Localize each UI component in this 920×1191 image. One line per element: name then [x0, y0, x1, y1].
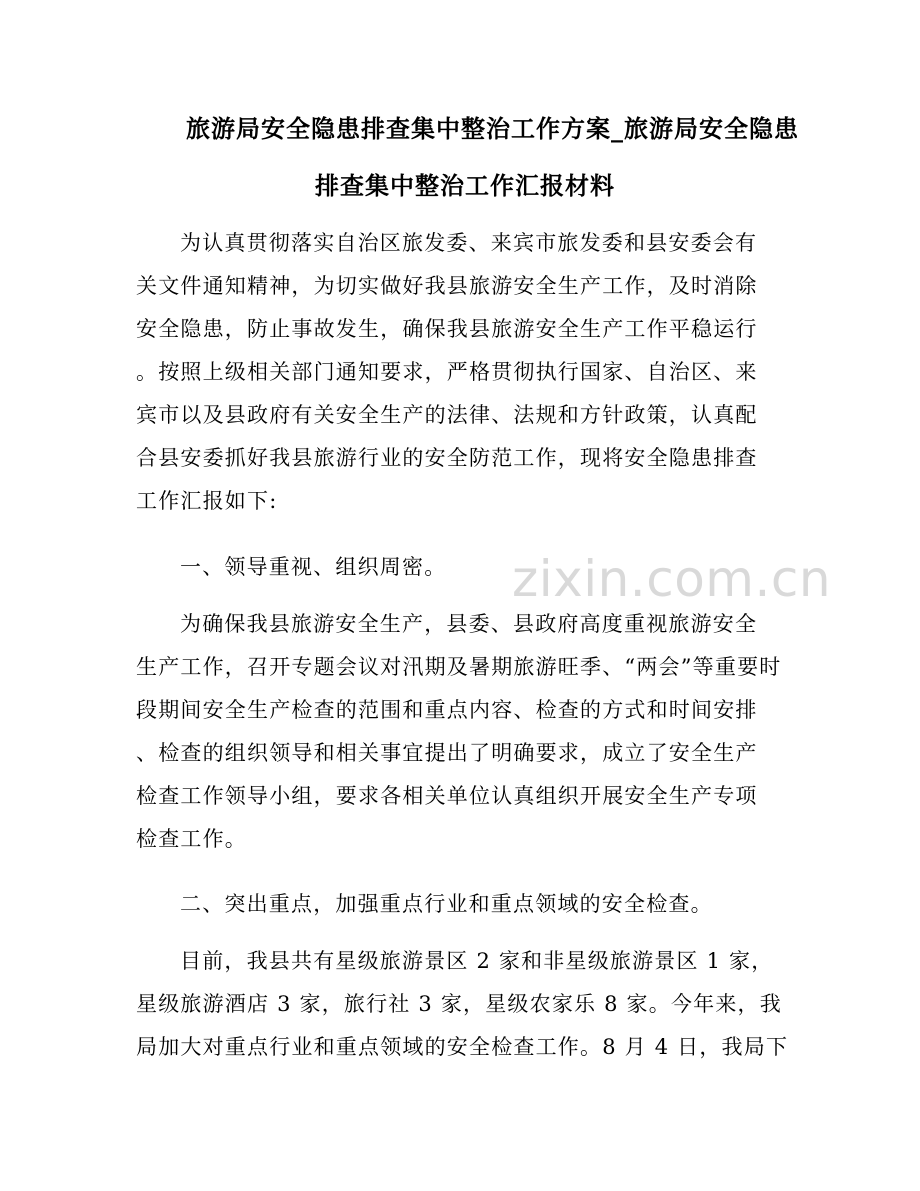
paragraph-3-line-3: 局加大对重点行业和重点领域的安全检查工作。8 月 4 日，我局下	[136, 1035, 789, 1059]
paragraph-2-line-1: 为确保我县旅游安全生产，县委、县政府高度重视旅游安全	[180, 612, 758, 636]
paragraph-1-line-1: 为认真贯彻落实自治区旅发委、来宾市旅发委和县安委会有	[180, 231, 758, 255]
section-heading-2: 二、突出重点，加强重点行业和重点领域的安全检查。	[180, 892, 713, 916]
paragraph-2-line-2: 生产工作，召开专题会议对汛期及暑期旅游旺季、“两会”等重要时	[136, 655, 782, 679]
paragraph-1-line-2: 关文件通知精神，为切实做好我县旅游安全生产工作，及时消除	[136, 274, 758, 298]
paragraph-1-line-4: 。按照上级相关部门通知要求，严格贯彻执行国家、自治区、来	[136, 360, 758, 384]
watermark: zixin.com.cn	[512, 550, 832, 608]
paragraph-1-line-6: 合县安委抓好我县旅游行业的安全防范工作，现将安全隐患排查	[136, 446, 758, 470]
paragraph-3-line-2: 星级旅游酒店 3 家，旅行社 3 家，星级农家乐 8 家。今年来，我	[136, 992, 782, 1016]
section-heading-1: 一、领导重视、组织周密。	[180, 555, 447, 579]
paragraph-2-line-4: 、检查的组织领导和相关事宜提出了明确要求，成立了安全生产	[136, 741, 758, 765]
paragraph-3-line-1: 目前，我县共有星级旅游景区 2 家和非星级旅游景区 1 家，	[180, 949, 774, 973]
paragraph-1-line-7: 工作汇报如下:	[136, 489, 278, 513]
paragraph-2-line-3: 段期间安全生产检查的范围和重点内容、检查的方式和时间安排	[136, 698, 758, 722]
paragraph-1-line-3: 安全隐患，防止事故发生，确保我县旅游安全生产工作平稳运行	[136, 317, 758, 341]
document-title-line-1: 旅游局安全隐患排查集中整治工作方案_旅游局安全隐患	[186, 115, 799, 143]
paragraph-1-line-5: 宾市以及县政府有关安全生产的法律、法规和方针政策，认真配	[136, 403, 758, 427]
document-title-line-2: 排查集中整治工作汇报材料	[315, 172, 615, 200]
paragraph-2-line-6: 检查工作。	[136, 827, 247, 851]
paragraph-2-line-5: 检查工作领导小组，要求各相关单位认真组织开展安全生产专项	[136, 784, 758, 808]
